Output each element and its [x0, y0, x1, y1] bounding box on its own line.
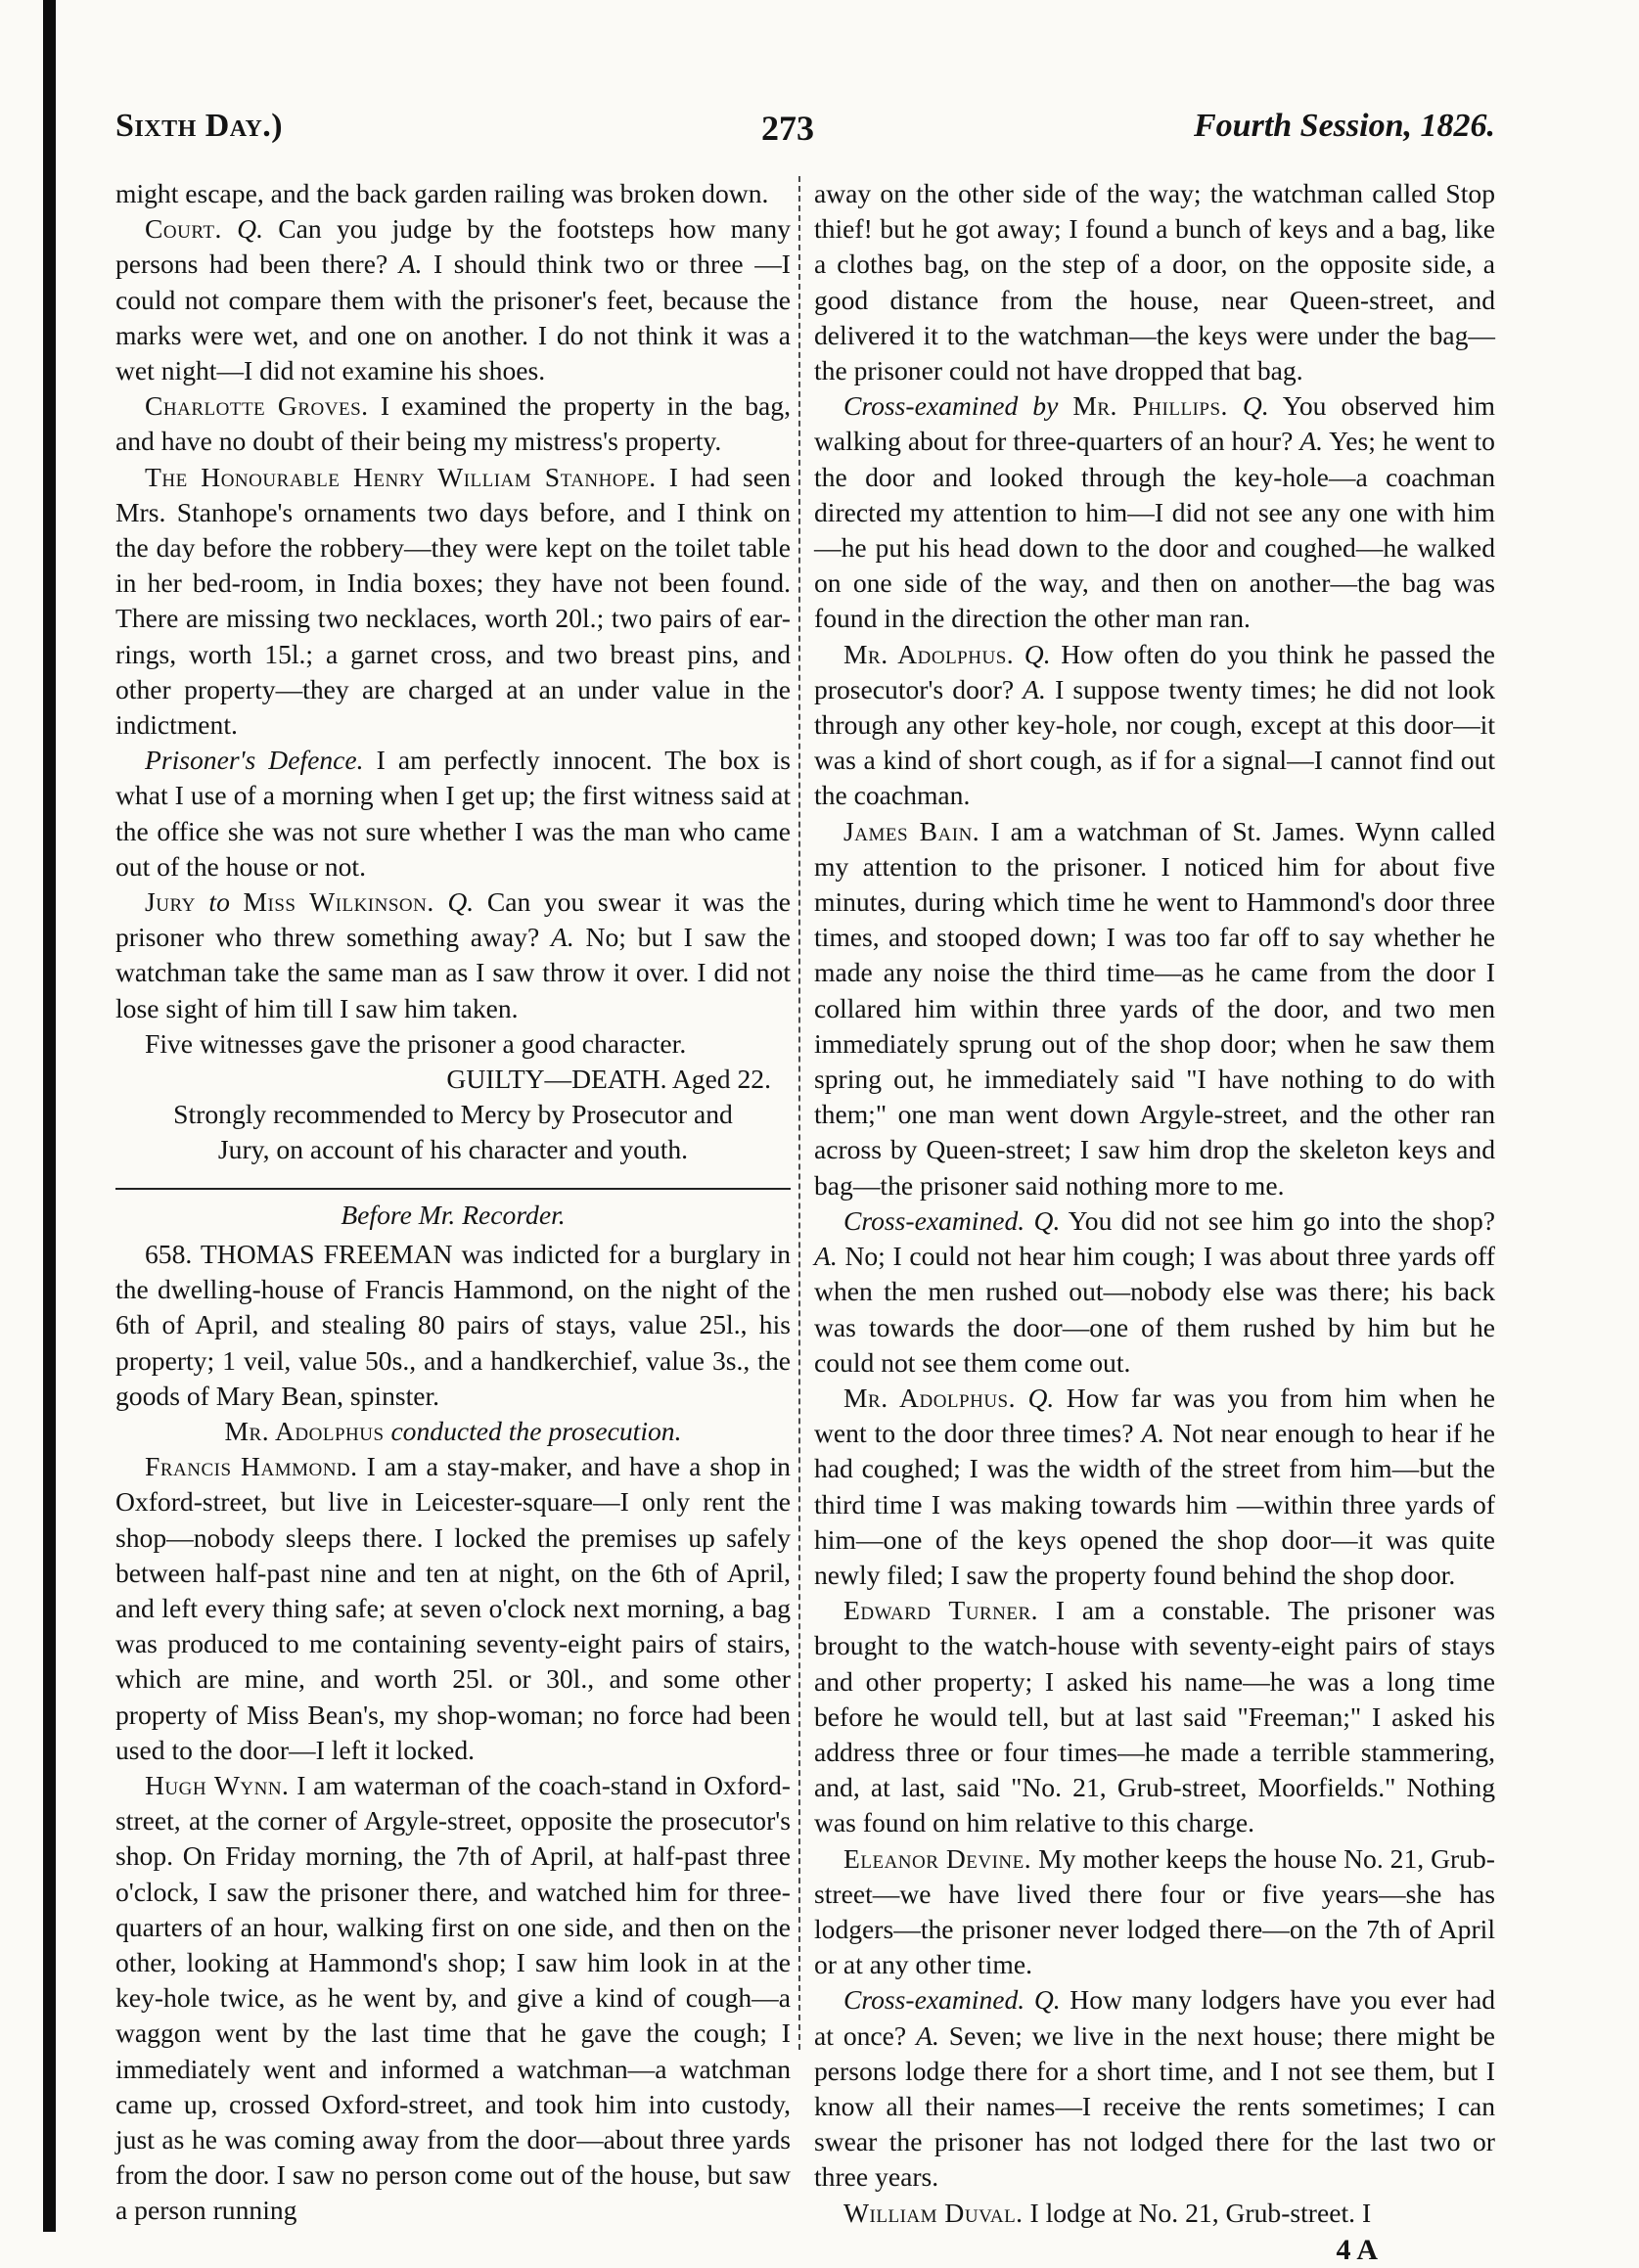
left-column: [115, 176, 791, 2229]
paragraph: Cross-examined by Mr. Phillips. Q. You observed him walking about for three-quarters of an hour? A. Yes; he went to the door and looked through the key-hole—a coachman directed my attention to him—I did not see any one with him—he put his head down to the door and coughed—he walked on one side of the way, and then on another—the bag was found in the direction the other man ran.: [814, 390, 1495, 634]
paragraph: might escape, and the back garden railing was broken down.: [115, 178, 769, 208]
paragraph: Edward Turner. I am a constable. The prisoner was brought to the watch-house with seventy-eight pairs of stays and other property; I asked his name—he was a long time before he would tell, but at last said "Freeman;" I asked his address three or four times—he made a terrible stammering, and, at last, said "No. 21, Grub-street, Moorfields." Nothing was found on him relative to this charge.: [814, 1595, 1495, 1838]
paragraph: Court. Q. Can you judge by the footsteps how many persons had been there? A. I should think two or three —I could not compare them with the prisoner's feet, because the marks were wet, and one on another. I do not think it was a wet night—I did not examine his shoes.: [115, 213, 791, 386]
speaker: Prisoner's Defence.: [145, 745, 364, 776]
column-divider: [798, 176, 803, 2050]
right-column: [814, 176, 1495, 2268]
speaker: Eleanor Devine.: [843, 1842, 1032, 1874]
page-number: 273: [761, 109, 814, 148]
paragraph: The Honourable Henry William Stanhope. I had seen Mrs. Stanhope's ornaments two days before, and I think on the day before the robbery—they were kept on the toilet table in her bed-room, in India boxes; they have not been found. There are missing two necklaces, worth 20l.; two pairs of ear-rings, worth 15l.; a garnet cross, and two breast pins, and other property—they are charged at an under value in the indictment.: [115, 461, 791, 741]
speaker: Hugh Wynn.: [145, 1769, 290, 1800]
paragraph: Charlotte Groves. I examined the property in the bag, and have no doubt of their being my mistress's property.: [115, 390, 791, 457]
recommendation-line: Jury, on account of his character and youth.: [217, 1134, 689, 1165]
paragraph: Hugh Wynn. I am waterman of the coach-stand in Oxford-street, at the corner of Argyle-street, opposite the prosecutor's shop. On Friday morning, the 7th of April, at half-past three o'clock, I saw the prisoner there, and watched him for three-quarters of an hour, walking first on one side, and then on the other, looking at Hammond's shop; I saw him look in at the key-hole twice, as he went by, and give a kind of cough—a waggon went by the last time that he gave the cough; I immediately went and informed a watchman—a watchman came up, crossed Oxford-street, and took him into custody, just as he was coming away from the door—about three yards from the door. I saw no person come out of the house, but saw a person running: [115, 1769, 791, 2226]
paragraph: James Bain. I am a watchman of St. James. Wynn called my attention to the prisoner. I noticed him for about five minutes, during which time he went to Hammond's door three times, and stooped down; I was too far off to say whether he made any noise the third time—as he came from the door I collared him within three yards of the door, and two men immediately sprung out of the shop door; when he saw them spring out, he immediately said "I have nothing to do with them;" one man went down Argyle-street, and the other ran across by Queen-street; I saw him drop the skeleton keys and bag—the prisoner said nothing more to me.: [814, 815, 1496, 1201]
recommendation-line: Strongly recommended to Mercy by Prosecutor and: [173, 1099, 733, 1130]
verdict: GUILTY—DEATH. Aged 22.: [446, 1064, 771, 1095]
section-divider: [115, 1188, 791, 1190]
paragraph: away on the other side of the way; the watchman called Stop thief! but he got away; I found a bunch of keys and a bag, like a clothes bag, on the step of a door, on the opposite side, a good distance from the house, near Queen-street, and delivered it to the watchman—the keys were under the bag—the prisoner could not have dropped that bag.: [814, 178, 1495, 386]
speaker: Miss Wilkinson.: [243, 886, 434, 918]
court-heading: Before Mr. Recorder.: [341, 1199, 566, 1230]
paragraph: Cross-examined. Q. How many lodgers have you ever had at once? A. Seven; we live in the next house; there might be persons lodge there for a short time, and I not see them, but I know all their names—I receive the rents sometimes; I can swear the prisoner has not lodged there for the last two or three years.: [814, 1984, 1495, 2193]
prosecution-note: Mr. Adolphus conducted the prosecution.: [224, 1415, 682, 1446]
speaker: Francis Hammond.: [145, 1451, 358, 1482]
speaker: William Duval.: [843, 2197, 1024, 2228]
paragraph: Prisoner's Defence. I am perfectly innocent. The box is what I use of a morning when I get up; the first witness said at the office she was not sure whether I was the man who came out of the house or not.: [115, 745, 791, 882]
paragraph: Cross-examined. Q. You did not see him go into the shop? A. No; I could not hear him cough; I was about three yards off when the men rushed out—nobody else was there; his back was towards the door—one of them rushed by him but he could not see them come out.: [814, 1204, 1496, 1378]
paragraph: Francis Hammond. I am a stay-maker, and have a shop in Oxford-street, but live in Leicester-square—I only rent the shop—nobody sleeps there. I locked the premises up safely between half-past nine and ten at night, on the 6th of April, and left every thing safe; at seven o'clock next morning, a bag was produced to me containing seventy-eight pairs of stairs, which are mine, and worth 25l. or 30l., and some other property of Miss Bean's, my shop-woman; no force had been used to the door—I left it locked.: [115, 1451, 791, 1765]
speaker: Mr. Adolphus.: [843, 638, 1015, 669]
paragraph: Mr. Adolphus. Q. How far was you from him when he went to the door three times? A. Not near enough to hear if he had coughed; I was the width of the street from him—but the third time I was making towards him —within three yards of him—one of the keys opened the shop door—it was quite newly filed; I saw the property found behind the shop door.: [814, 1382, 1495, 1590]
speaker: Mr. Adolphus.: [843, 1382, 1016, 1413]
printer-signature-mark: 4 A: [1336, 2233, 1378, 2266]
speaker: Court.: [145, 213, 222, 245]
speaker: Mr. Phillips.: [1072, 390, 1228, 422]
running-head-day: Sixth Day.): [115, 108, 284, 144]
speaker: James Bain.: [843, 815, 980, 846]
paragraph: Mr. Adolphus. Q. How often do you think he passed the prosecutor's door? A. I suppose twenty times; he did not look through any other key-hole, nor cough, except at this door—it was a kind of short cough, as if for a signal—I cannot find out the coachman.: [814, 638, 1495, 811]
speaker: Edward Turner.: [843, 1595, 1039, 1626]
paragraph: Eleanor Devine. My mother keeps the house No. 21, Grub-street—we have lived there four or five years—she has lodgers—the prisoner never lodged there—on the 7th of April or at any other time.: [814, 1842, 1495, 1980]
paragraph: William Duval. I lodge at No. 21, Grub-street. I: [843, 2197, 1372, 2228]
page-header: [115, 108, 1495, 166]
paragraph: Jury to Miss Wilkinson. Q. Can you swear it was the prisoner who threw something away? A. No; but I saw the watchman take the same man as I saw throw it over. I did not lose sight of him till I saw him taken.: [115, 886, 791, 1023]
binding-edge: [43, 0, 56, 2232]
case-indictment: 658. THOMAS FREEMAN was indicted for a burglary in the dwelling-house of Francis Hammond, on the night of the 6th of April, and stealing 80 pairs of stays, value 25l., his property; 1 veil, value 50s., and a handkerchief, value 3s., the goods of Mary Bean, spinster.: [115, 1238, 791, 1411]
paragraph: Five witnesses gave the prisoner a good character.: [145, 1027, 687, 1059]
speaker: Charlotte Groves.: [145, 390, 369, 422]
speaker: The Honourable Henry William Stanhope.: [145, 461, 657, 492]
running-head-session: Fourth Session, 1826.: [1194, 108, 1495, 144]
